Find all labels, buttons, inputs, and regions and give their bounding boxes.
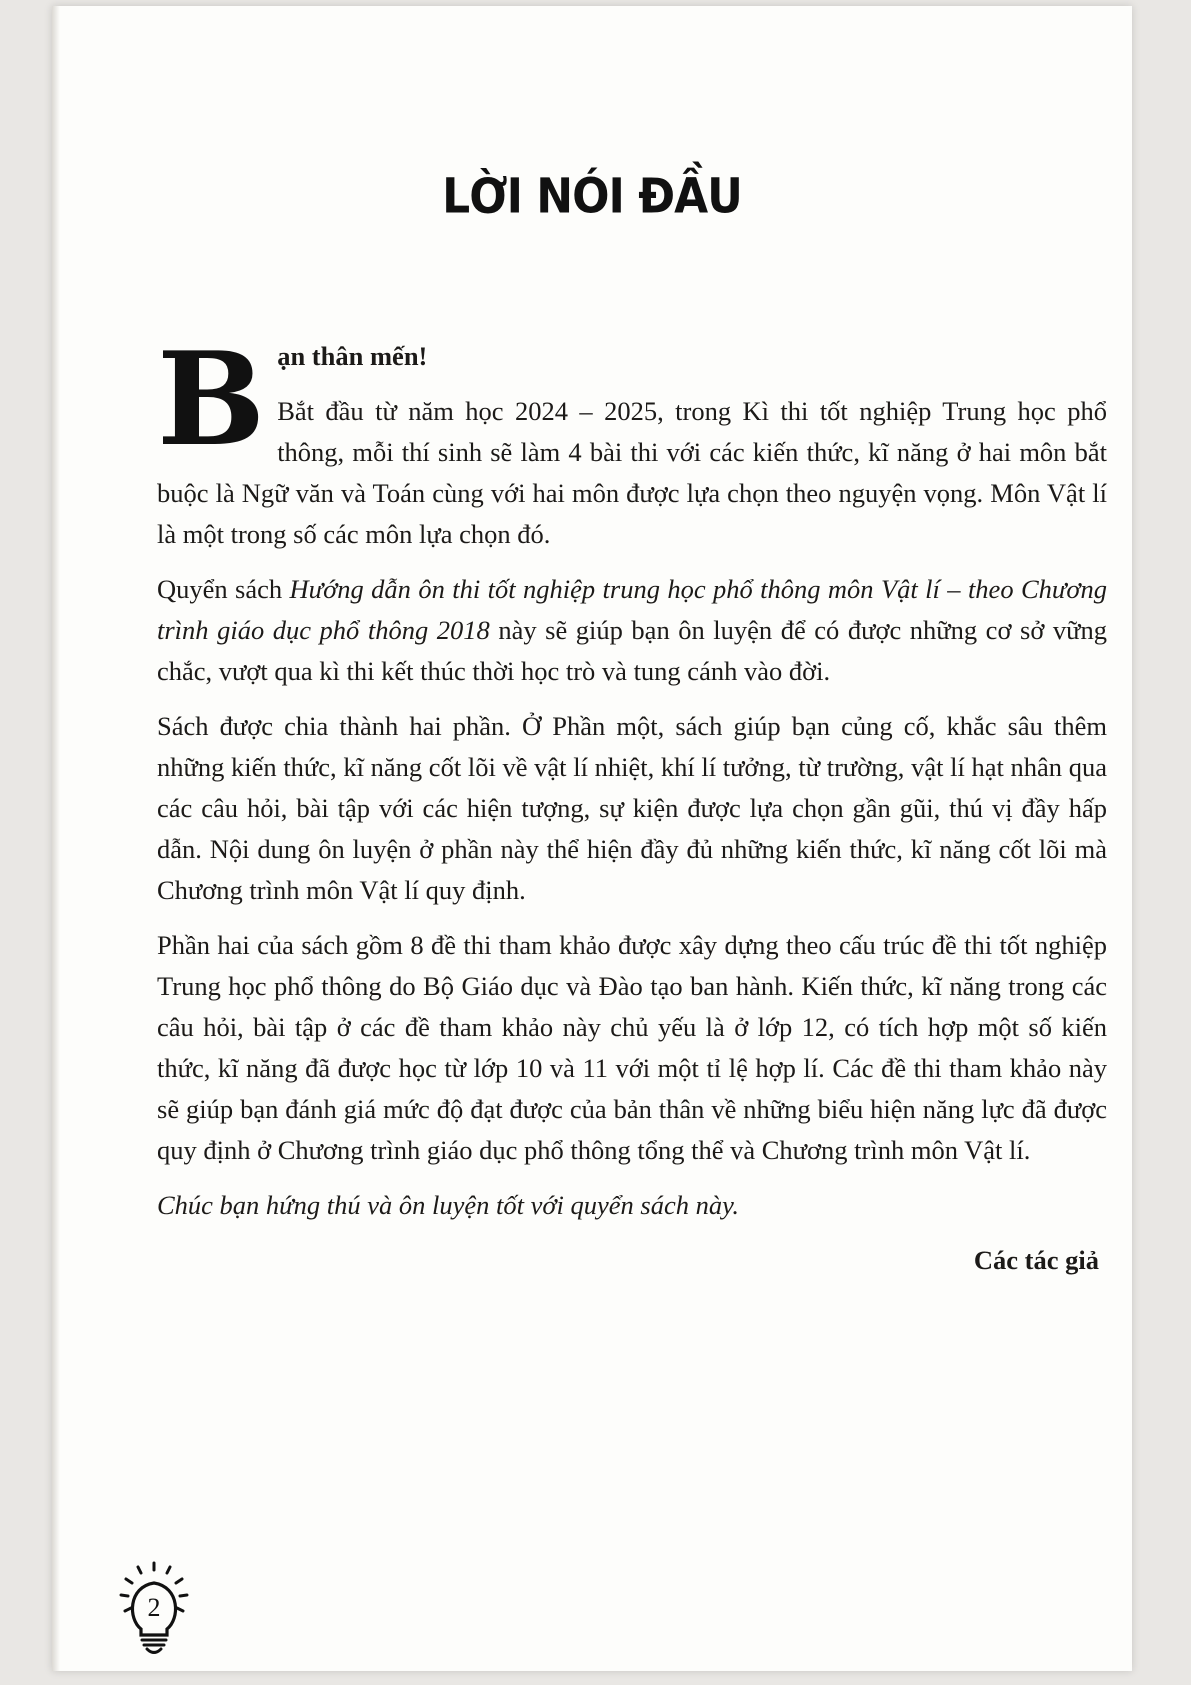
- signature: Các tác giả: [973, 1245, 1099, 1275]
- book-page: [52, 6, 1132, 1671]
- book-title: Hướng dẫn ôn thi tốt nghiệp trung học phổ thông môn Vật lí – theo Chương trình giáo dục phổ thông 2018: [157, 574, 1107, 645]
- greeting-line: [157, 336, 1107, 377]
- paragraph-3: Sách được chia thành hai phần. Ở Phần một, sách giúp bạn củng cố, khắc sâu thêm những kiến thức, kĩ năng cốt lõi về vật lí nhiệt, khí lí tưởng, từ trường, vật lí hạt nhân qua các câu hỏi, bài tập với các hiện tượng, sự kiện được lựa chọn gần gũi, thú vị đầy hấp dẫn. Nội dung ôn luyện ở phần này thể hiện đầy đủ những kiến thức, kĩ năng cốt lõi mà Chương trình môn Vật lí quy định.: [157, 711, 1107, 905]
- closing-line: Chúc bạn hứng thú và ôn luyện tốt với quyển sách này.: [157, 1190, 740, 1220]
- greeting: ạn thân mến!: [277, 341, 428, 371]
- paragraph-1: Bắt đầu từ năm học 2024 – 2025, trong Kì thi tốt nghiệp Trung học phổ thông, mỗi thí sinh sẽ làm 4 bài thi với các kiến thức, kĩ năng ở hai môn bắt buộc là Ngữ văn và Toán cùng với hai môn được lựa chọn theo nguyện vọng. Môn Vật lí là một trong số các môn lựa chọn đó.: [157, 396, 1107, 549]
- paragraph-4: Phần hai của sách gồm 8 đề thi tham khảo được xây dựng theo cấu trúc đề thi tốt nghiệp Trung học phổ thông do Bộ Giáo dục và Đào tạo ban hành. Kiến thức, kĩ năng trong các câu hỏi, bài tập ở các đề tham khảo này chủ yếu là ở lớp 12, có tích hợp một số kiến thức, kĩ năng đã được học từ lớp 10 và 11 với một tỉ lệ hợp lí. Các đề thi tham khảo này sẽ giúp bạn đánh giá mức độ đạt được của bản thân về những biểu hiện năng lực đã được quy định ở Chương trình giáo dục phổ thông tổng thể và Chương trình môn Vật lí.: [157, 930, 1107, 1165]
- paragraph-2-rest: này sẽ giúp bạn ôn luyện để có được những cơ sở vững chắc, vượt qua kì thi kết thúc thời học trò và tung cánh vào đời.: [157, 615, 1107, 686]
- drop-cap-letter: B: [157, 325, 266, 475]
- page-number-badge: [114, 1559, 194, 1659]
- preface-body: [157, 325, 1107, 1295]
- page-number: 2: [147, 1593, 161, 1622]
- paragraph-2-lead: Quyển sách: [157, 574, 290, 604]
- page-title: LỜI NÓI ĐẦU: [442, 168, 742, 225]
- paragraph-2: [157, 569, 1107, 692]
- lightbulb-icon: [114, 1559, 194, 1659]
- page-binding-shadow: [52, 6, 60, 1671]
